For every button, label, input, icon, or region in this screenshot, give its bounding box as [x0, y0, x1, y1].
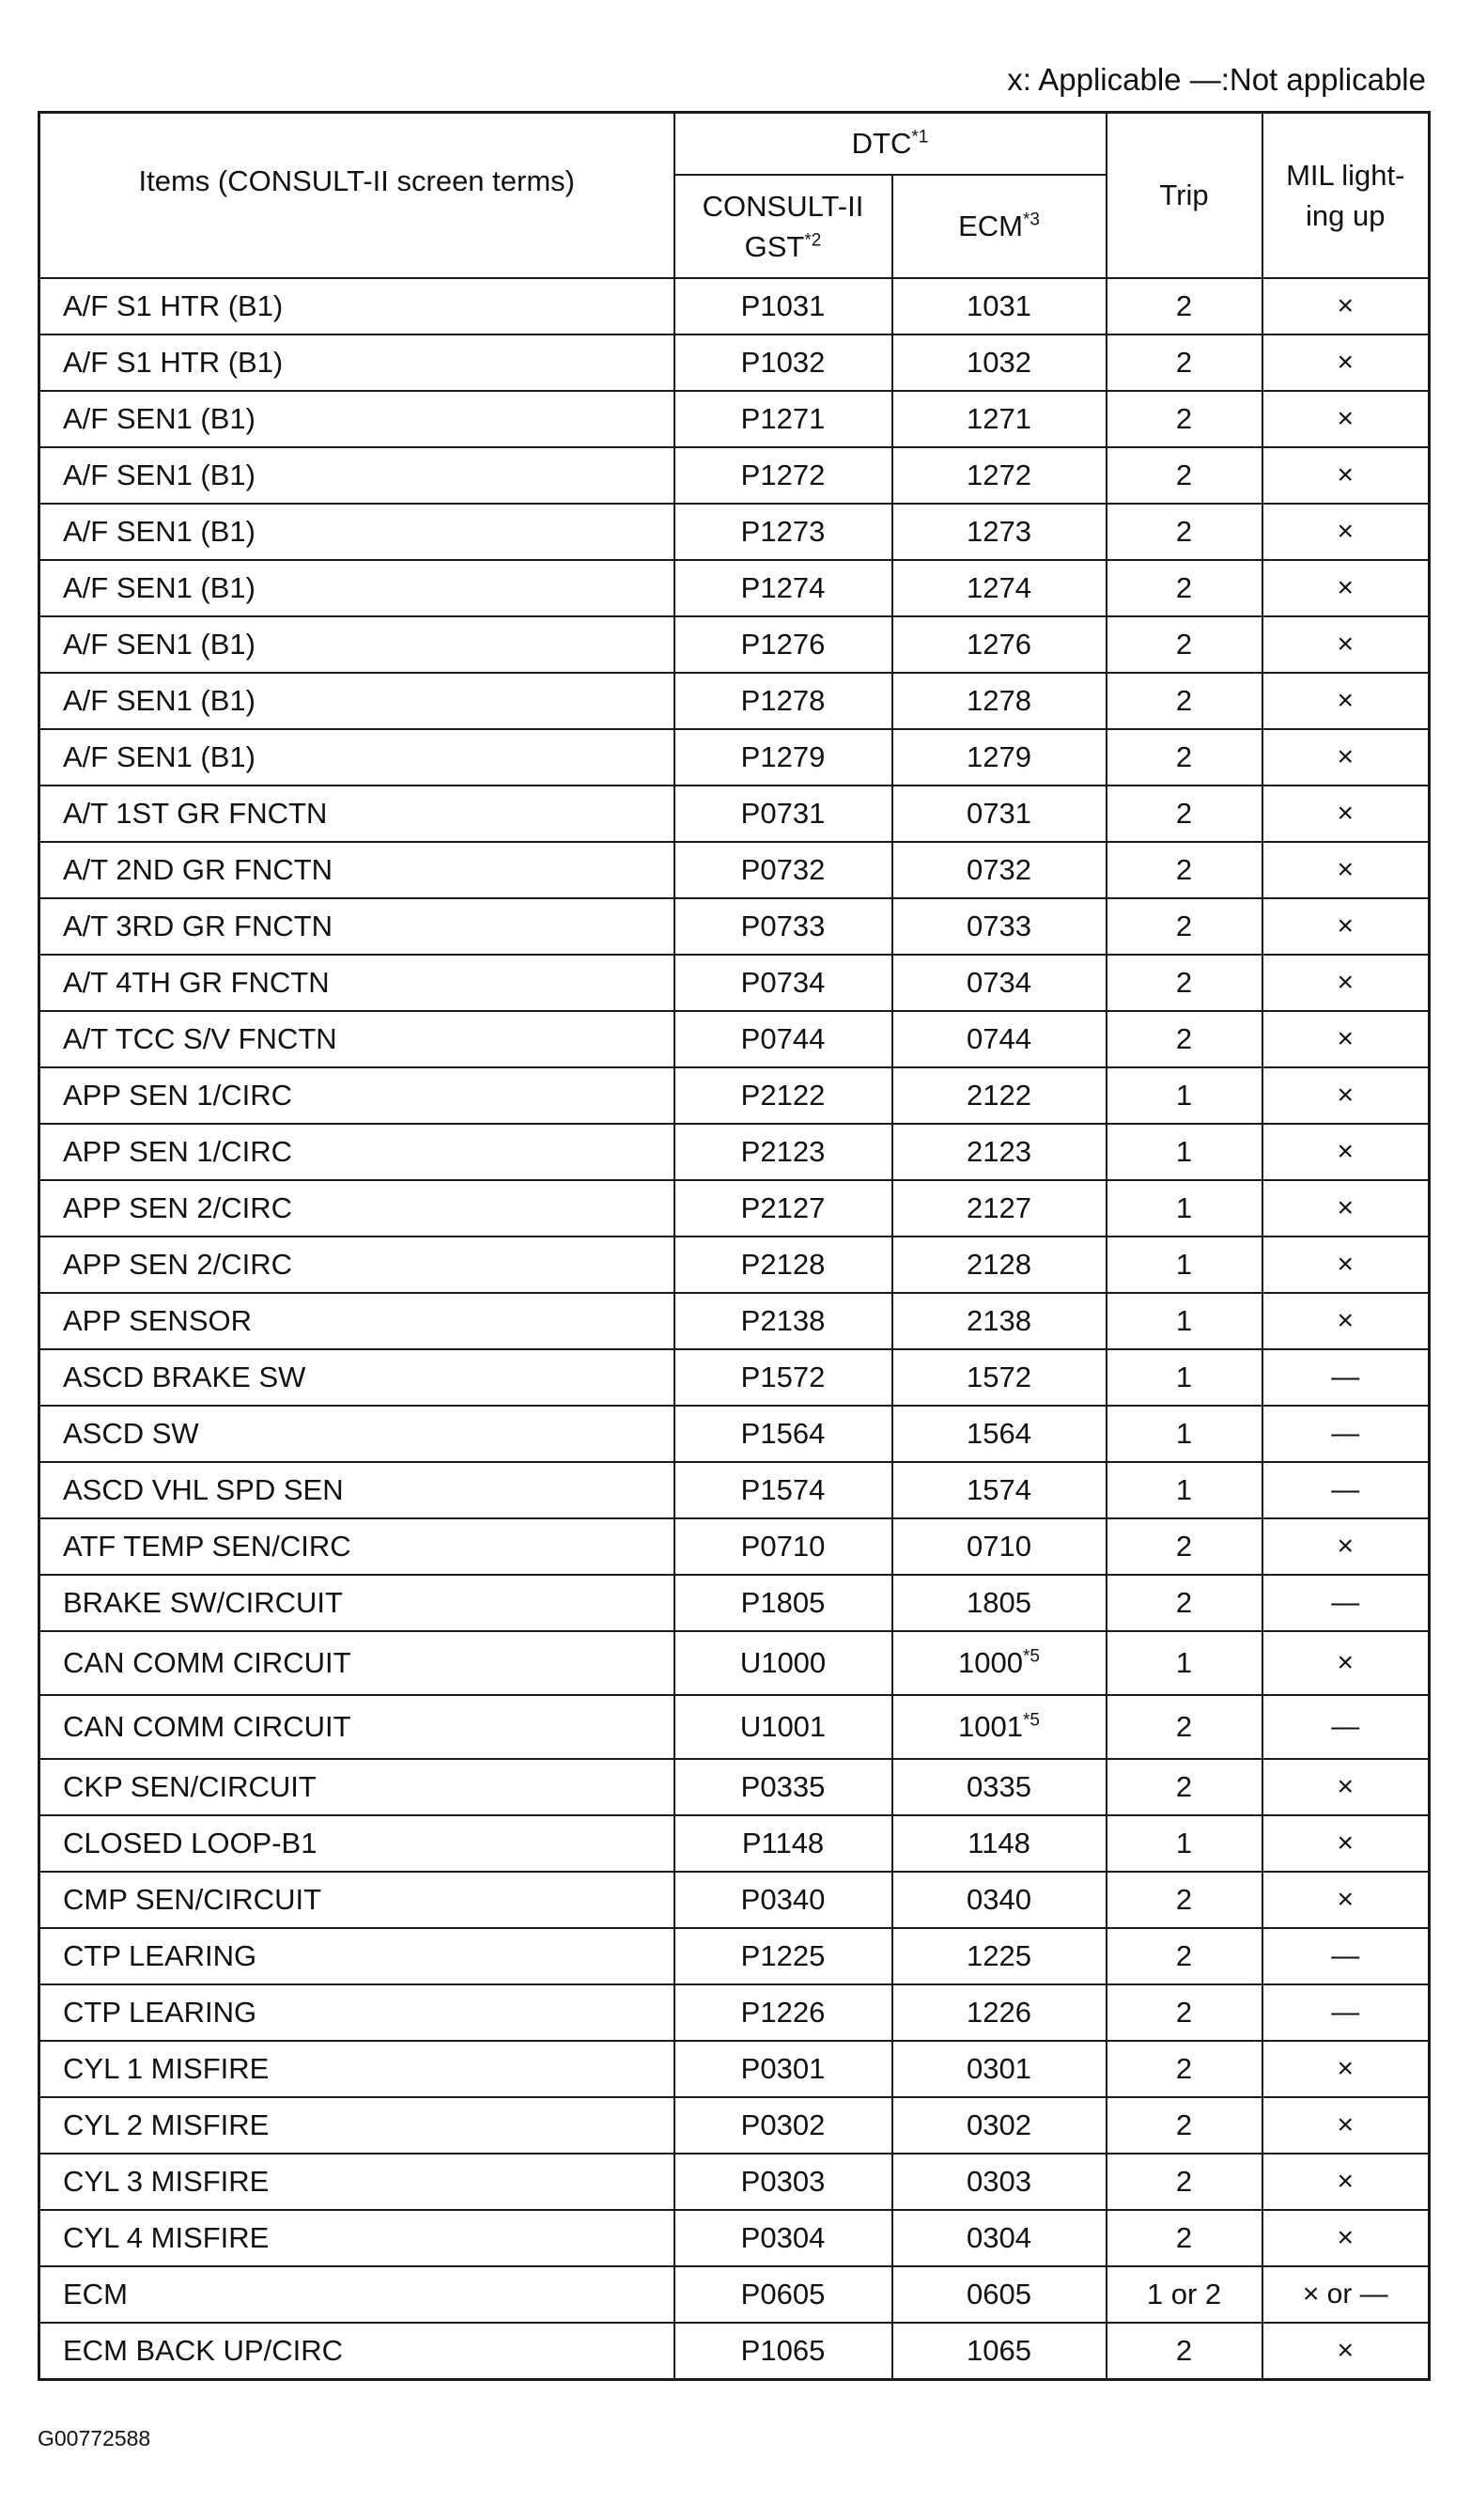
mil-cell: × [1262, 898, 1430, 955]
mil-cell: × or — [1262, 2266, 1430, 2323]
trip-cell: 2 [1107, 1984, 1262, 2041]
mil-cell: — [1262, 1984, 1430, 2041]
table-row [39, 504, 1430, 560]
trip-cell: 2 [1107, 2097, 1262, 2154]
mil-cell: × [1262, 2323, 1430, 2380]
table-row [39, 1928, 1430, 1984]
item-cell: A/T 2ND GR FNCTN [39, 842, 674, 898]
consult-code-cell: P1279 [674, 729, 892, 786]
mil-cell: × [1262, 334, 1430, 391]
mil-cell: × [1262, 955, 1430, 1011]
consult-code-cell: P0732 [674, 842, 892, 898]
consult-code-cell: P1273 [674, 504, 892, 560]
item-cell: ATF TEMP SEN/CIRC [39, 1518, 674, 1575]
trip-cell: 2 [1107, 1759, 1262, 1815]
consult-code-cell: P0710 [674, 1518, 892, 1575]
mil-cell: × [1262, 2041, 1430, 2097]
item-cell: ECM [39, 2266, 674, 2323]
table-row [39, 1984, 1430, 2041]
consult-code-cell: P1572 [674, 1349, 892, 1406]
trip-cell: 2 [1107, 842, 1262, 898]
ecm-footnote-mark: *3 [1022, 210, 1040, 230]
table-row [39, 278, 1430, 334]
trip-cell: 1 [1107, 1349, 1262, 1406]
mil-cell: × [1262, 2097, 1430, 2154]
mil-cell: × [1262, 786, 1430, 842]
item-cell: ECM BACK UP/CIRC [39, 2323, 674, 2380]
item-cell: A/F SEN1 (B1) [39, 391, 674, 447]
ecm-code-cell: 0734 [892, 955, 1107, 1011]
table-row [39, 1759, 1430, 1815]
trip-cell: 1 [1107, 1180, 1262, 1237]
table-row [39, 2266, 1430, 2323]
trip-cell: 2 [1107, 1011, 1262, 1067]
consult-code-cell: P0302 [674, 2097, 892, 2154]
table-row [39, 1406, 1430, 1462]
ecm-code-cell: 1271 [892, 391, 1107, 447]
consult-code-cell: P2127 [674, 1180, 892, 1237]
consult-code-cell: P2123 [674, 1124, 892, 1180]
mil-cell: × [1262, 1815, 1430, 1872]
table-row [39, 898, 1430, 955]
ecm-code-cell: 1574 [892, 1462, 1107, 1518]
table-row [39, 2041, 1430, 2097]
trip-cell: 1 [1107, 1237, 1262, 1293]
trip-cell: 1 [1107, 1406, 1262, 1462]
ecm-footnote-mark: *5 [1023, 1646, 1040, 1667]
consult-code-cell: P0340 [674, 1872, 892, 1928]
ecm-code-cell: 2128 [892, 1237, 1107, 1293]
ecm-code-cell: 1225 [892, 1928, 1107, 1984]
table-row [39, 673, 1430, 729]
trip-cell: 1 [1107, 1815, 1262, 1872]
consult-code-cell: P1271 [674, 391, 892, 447]
mil-cell: × [1262, 1011, 1430, 1067]
mil-cell: — [1262, 1349, 1430, 1406]
trip-cell: 2 [1107, 2154, 1262, 2210]
table-row [39, 1575, 1430, 1631]
consult-code-cell: P0301 [674, 2041, 892, 2097]
item-cell: BRAKE SW/CIRCUIT [39, 1575, 674, 1631]
dtc-column-header: DTC$^{*1}$ [674, 113, 1107, 176]
mil-cell: — [1262, 1406, 1430, 1462]
ecm-code-cell: 0302 [892, 2097, 1107, 2154]
ecm-code-cell: 2122 [892, 1067, 1107, 1124]
ecm-code-cell: 0744 [892, 1011, 1107, 1067]
table-row [39, 2154, 1430, 2210]
consult-code-cell: P1225 [674, 1928, 892, 1984]
ecm-code-cell: 0732 [892, 842, 1107, 898]
mil-cell: × [1262, 278, 1430, 334]
ecm-code-cell: 1276 [892, 616, 1107, 673]
mil-cell: × [1262, 1631, 1430, 1695]
mil-cell: × [1262, 391, 1430, 447]
mil-cell: × [1262, 1293, 1430, 1349]
item-cell: CYL 2 MISFIRE [39, 2097, 674, 2154]
ecm-code-cell: 0303 [892, 2154, 1107, 2210]
item-cell: CYL 4 MISFIRE [39, 2210, 674, 2266]
table-row [39, 1237, 1430, 1293]
item-cell: APP SEN 2/CIRC [39, 1180, 674, 1237]
mil-cell: × [1262, 729, 1430, 786]
consult-code-cell: P0605 [674, 2266, 892, 2323]
table-row [39, 2210, 1430, 2266]
dtc-footnote-mark: *1 [911, 127, 929, 148]
mil-cell: × [1262, 560, 1430, 616]
table-row [39, 1293, 1430, 1349]
mil-cell: × [1262, 842, 1430, 898]
dtc-table [38, 111, 1431, 2381]
trip-cell: 2 [1107, 2210, 1262, 2266]
trip-cell: 2 [1107, 2323, 1262, 2380]
ecm-code-cell: 0340 [892, 1872, 1107, 1928]
item-cell: A/F S1 HTR (B1) [39, 278, 674, 334]
consult-code-cell: P0731 [674, 786, 892, 842]
trip-cell: 2 [1107, 1928, 1262, 1984]
consult-code-cell: U1000 [674, 1631, 892, 1695]
mil-cell: × [1262, 1872, 1430, 1928]
trip-cell: 1 or 2 [1107, 2266, 1262, 2323]
item-cell: ASCD SW [39, 1406, 674, 1462]
mil-cell: × [1262, 673, 1430, 729]
table-row [39, 1695, 1430, 1759]
table-header [39, 113, 1430, 279]
ecm-code-cell: 0335 [892, 1759, 1107, 1815]
item-cell: CAN COMM CIRCUIT [39, 1695, 674, 1759]
trip-cell: 2 [1107, 1518, 1262, 1575]
ecm-code-cell: 0733 [892, 898, 1107, 955]
item-cell: APP SEN 2/CIRC [39, 1237, 674, 1293]
items-column-header: Items (CONSULT-II screen terms) [39, 113, 674, 279]
table-row [39, 955, 1430, 1011]
consult-code-cell: P0744 [674, 1011, 892, 1067]
trip-cell: 2 [1107, 955, 1262, 1011]
trip-cell: 2 [1107, 334, 1262, 391]
item-cell: A/F SEN1 (B1) [39, 616, 674, 673]
consult-code-cell: P1032 [674, 334, 892, 391]
table-row [39, 1462, 1430, 1518]
trip-cell: 2 [1107, 616, 1262, 673]
consult-code-cell: P1278 [674, 673, 892, 729]
ecm-code-cell: 0304 [892, 2210, 1107, 2266]
table-row [39, 2323, 1430, 2380]
item-cell: APP SEN 1/CIRC [39, 1067, 674, 1124]
item-cell: APP SEN 1/CIRC [39, 1124, 674, 1180]
ecm-code-cell: 1031 [892, 278, 1107, 334]
trip-cell: 2 [1107, 2041, 1262, 2097]
item-cell: A/F SEN1 (B1) [39, 504, 674, 560]
ecm-code-cell: 1572 [892, 1349, 1107, 1406]
item-cell: A/T 4TH GR FNCTN [39, 955, 674, 1011]
consult-code-cell: P1031 [674, 278, 892, 334]
trip-cell: 1 [1107, 1462, 1262, 1518]
item-cell: CTP LEARING [39, 1984, 674, 2041]
consult-code-cell: P0304 [674, 2210, 892, 2266]
mil-cell: × [1262, 2210, 1430, 2266]
mil-cell: × [1262, 1759, 1430, 1815]
ecm-code-cell: 1226 [892, 1984, 1107, 2041]
consult-code-cell: U1001 [674, 1695, 892, 1759]
ecm-code-cell: 1272 [892, 447, 1107, 504]
ecm-code-cell: 1278 [892, 673, 1107, 729]
mil-cell: × [1262, 447, 1430, 504]
item-cell: CYL 1 MISFIRE [39, 2041, 674, 2097]
trip-cell: 2 [1107, 1695, 1262, 1759]
trip-cell: 2 [1107, 504, 1262, 560]
consult-code-cell: P1148 [674, 1815, 892, 1872]
mil-cell: × [1262, 1124, 1430, 1180]
item-cell: APP SENSOR [39, 1293, 674, 1349]
table-body [39, 278, 1430, 2380]
consult-code-cell: P1065 [674, 2323, 892, 2380]
mil-cell: — [1262, 1928, 1430, 1984]
mil-cell: × [1262, 1180, 1430, 1237]
ecm-code-cell: 0731 [892, 786, 1107, 842]
ecm-code-cell: 1564 [892, 1406, 1107, 1462]
trip-cell: 1 [1107, 1631, 1262, 1695]
table-row [39, 1124, 1430, 1180]
item-cell: ASCD BRAKE SW [39, 1349, 674, 1406]
table-row [39, 786, 1430, 842]
ecm-code-cell: 1065 [892, 2323, 1107, 2380]
ecm-footnote-mark: *5 [1023, 1710, 1040, 1731]
table-row [39, 2097, 1430, 2154]
consult-code-cell: P0734 [674, 955, 892, 1011]
ecm-code-cell: 2127 [892, 1180, 1107, 1237]
table-row [39, 616, 1430, 673]
trip-cell: 2 [1107, 278, 1262, 334]
consult-code-cell: P0335 [674, 1759, 892, 1815]
consult-gst-column-header: CONSULT-II GST$^{*2}$ [674, 175, 892, 278]
trip-cell: 2 [1107, 786, 1262, 842]
mil-column-header: MIL light- ing up [1262, 113, 1430, 279]
ecm-code-cell: 1148 [892, 1815, 1107, 1872]
consult-code-cell: P0733 [674, 898, 892, 955]
table-row [39, 1518, 1430, 1575]
ecm-code-cell: 1000$^{*5}$ [892, 1631, 1107, 1695]
ecm-column-header: ECM$^{*3}$ [892, 175, 1107, 278]
table-row [39, 560, 1430, 616]
trip-cell: 2 [1107, 729, 1262, 786]
table-row [39, 729, 1430, 786]
ecm-code-cell: 0301 [892, 2041, 1107, 2097]
applicability-legend: x: Applicable —:Not applicable [1007, 62, 1426, 97]
consult-code-cell: P1564 [674, 1406, 892, 1462]
consult-code-cell: P1574 [674, 1462, 892, 1518]
trip-cell: 2 [1107, 898, 1262, 955]
mil-cell: — [1262, 1575, 1430, 1631]
ecm-code-cell: 0710 [892, 1518, 1107, 1575]
trip-cell: 2 [1107, 447, 1262, 504]
item-cell: CMP SEN/CIRCUIT [39, 1872, 674, 1928]
mil-cell: × [1262, 1067, 1430, 1124]
item-cell: A/F SEN1 (B1) [39, 560, 674, 616]
trip-cell: 2 [1107, 1872, 1262, 1928]
item-cell: CYL 3 MISFIRE [39, 2154, 674, 2210]
table-row [39, 447, 1430, 504]
item-cell: CAN COMM CIRCUIT [39, 1631, 674, 1695]
mil-cell: — [1262, 1695, 1430, 1759]
consult-code-cell: P2128 [674, 1237, 892, 1293]
figure-id: G00772588 [38, 2426, 151, 2450]
consult-code-cell: P1274 [674, 560, 892, 616]
ecm-code-cell: 1273 [892, 504, 1107, 560]
mil-cell: × [1262, 1518, 1430, 1575]
table-row [39, 391, 1430, 447]
mil-cell: × [1262, 504, 1430, 560]
trip-cell: 1 [1107, 1124, 1262, 1180]
item-cell: A/F SEN1 (B1) [39, 673, 674, 729]
ecm-code-cell: 1032 [892, 334, 1107, 391]
ecm-code-cell: 1274 [892, 560, 1107, 616]
mil-cell: × [1262, 2154, 1430, 2210]
ecm-code-cell: 0605 [892, 2266, 1107, 2323]
trip-cell: 2 [1107, 1575, 1262, 1631]
item-cell: CLOSED LOOP-B1 [39, 1815, 674, 1872]
consult-code-cell: P1805 [674, 1575, 892, 1631]
item-cell: CKP SEN/CIRCUIT [39, 1759, 674, 1815]
table-row [39, 1180, 1430, 1237]
table-row [39, 1815, 1430, 1872]
ecm-code-cell: 2138 [892, 1293, 1107, 1349]
trip-cell: 1 [1107, 1293, 1262, 1349]
trip-column-header: Trip [1107, 113, 1262, 279]
item-cell: A/F SEN1 (B1) [39, 447, 674, 504]
table-row [39, 334, 1430, 391]
item-cell: ASCD VHL SPD SEN [39, 1462, 674, 1518]
table-row [39, 842, 1430, 898]
table-row [39, 1872, 1430, 1928]
ecm-code-cell: 2123 [892, 1124, 1107, 1180]
item-cell: A/F SEN1 (B1) [39, 729, 674, 786]
consult-code-cell: P2138 [674, 1293, 892, 1349]
mil-cell: × [1262, 616, 1430, 673]
item-cell: A/T TCC S/V FNCTN [39, 1011, 674, 1067]
ecm-code-cell: 1805 [892, 1575, 1107, 1631]
trip-cell: 1 [1107, 1067, 1262, 1124]
consult-code-cell: P1226 [674, 1984, 892, 2041]
table-row [39, 1067, 1430, 1124]
consult-code-cell: P1276 [674, 616, 892, 673]
mil-cell: — [1262, 1462, 1430, 1518]
consult-footnote-mark: *2 [804, 230, 822, 251]
item-cell: A/F S1 HTR (B1) [39, 334, 674, 391]
mil-cell: × [1262, 1237, 1430, 1293]
trip-cell: 2 [1107, 391, 1262, 447]
item-cell: CTP LEARING [39, 1928, 674, 1984]
ecm-code-cell: 1001$^{*5}$ [892, 1695, 1107, 1759]
table-row [39, 1349, 1430, 1406]
table-row [39, 1631, 1430, 1695]
trip-cell: 2 [1107, 560, 1262, 616]
ecm-code-cell: 1279 [892, 729, 1107, 786]
consult-code-cell: P0303 [674, 2154, 892, 2210]
consult-code-cell: P2122 [674, 1067, 892, 1124]
consult-code-cell: P1272 [674, 447, 892, 504]
table-row [39, 1011, 1430, 1067]
item-cell: A/T 3RD GR FNCTN [39, 898, 674, 955]
item-cell: A/T 1ST GR FNCTN [39, 786, 674, 842]
trip-cell: 2 [1107, 673, 1262, 729]
